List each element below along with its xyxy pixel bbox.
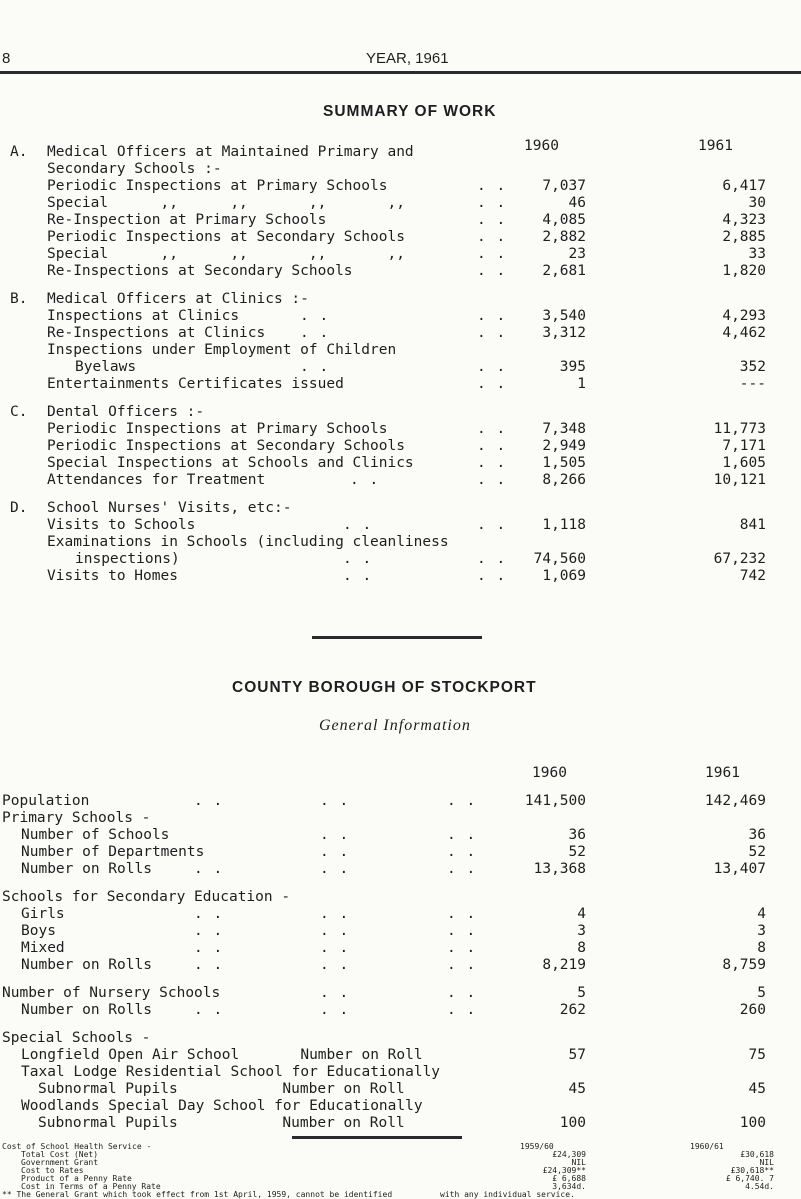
value-1960: 4 bbox=[577, 906, 586, 922]
row-label-cont: Subnormal Pupils Number on Roll bbox=[38, 1081, 405, 1097]
cost-heading: Cost of School Health Service - bbox=[2, 1142, 152, 1151]
value-1961: 142,469 bbox=[704, 793, 766, 809]
group-heading: Number of Nursery Schools bbox=[2, 985, 221, 1001]
summary-col-1960: 1960 bbox=[524, 138, 559, 154]
leader-dots: . . bbox=[194, 906, 224, 922]
leader-dots: . . bbox=[477, 263, 507, 279]
value-1961: 4,323 bbox=[722, 212, 766, 228]
value-1960: 8,266 bbox=[542, 472, 586, 488]
value-1960: 5 bbox=[577, 985, 586, 1001]
row-label: Periodic Inspections at Primary Schools bbox=[47, 178, 388, 194]
section-letter: A. bbox=[10, 144, 28, 160]
general-col-1961: 1961 bbox=[705, 765, 740, 781]
value-1960: 8 bbox=[577, 940, 586, 956]
row-label: Cost in Terms of a Penny Rate bbox=[21, 1182, 161, 1191]
value-1960: 8,219 bbox=[542, 957, 586, 973]
value-1961: 8 bbox=[757, 940, 766, 956]
leader-dots: . . bbox=[350, 472, 380, 488]
value-1960-61: £30,618** bbox=[730, 1166, 774, 1175]
value-1960: 2,681 bbox=[542, 263, 586, 279]
row-label: Government Grant bbox=[21, 1158, 99, 1167]
row-label: Boys bbox=[21, 923, 56, 939]
value-1961: 4,462 bbox=[722, 325, 766, 341]
leader-dots: . . bbox=[477, 438, 507, 454]
leader-dots: . . bbox=[343, 551, 373, 567]
leader-dots: . . bbox=[477, 568, 507, 584]
leader-dots: . . bbox=[320, 861, 350, 877]
section-heading: Dental Officers :- bbox=[47, 404, 205, 420]
general-title: COUNTY BOROUGH OF STOCKPORT bbox=[232, 679, 537, 696]
value-1960-61: £30,618 bbox=[740, 1150, 774, 1159]
value-1960-61: 4.54d. bbox=[745, 1182, 774, 1191]
value-1961: 1,605 bbox=[722, 455, 766, 471]
value-1961: 67,232 bbox=[713, 551, 766, 567]
value-1960: 74,560 bbox=[533, 551, 586, 567]
row-label: Cost to Rates bbox=[21, 1166, 84, 1175]
value-1961: 30 bbox=[748, 195, 766, 211]
group-heading: Primary Schools - bbox=[2, 810, 151, 826]
leader-dots: . . bbox=[320, 827, 350, 843]
value-1961: 36 bbox=[748, 827, 766, 843]
value-1960: 7,348 bbox=[542, 421, 586, 437]
value-1959-60: £24,309** bbox=[542, 1166, 586, 1175]
section-heading: School Nurses' Visits, etc:- bbox=[47, 500, 292, 516]
leader-dots: . . bbox=[447, 827, 477, 843]
row-label-cont: Byelaws bbox=[75, 359, 137, 375]
value-1960: 1,118 bbox=[542, 517, 586, 533]
value-1961: 4 bbox=[757, 906, 766, 922]
section-letter: B. bbox=[10, 291, 28, 307]
value-1960: 45 bbox=[568, 1081, 586, 1097]
leader-dots: . . bbox=[477, 325, 507, 341]
section-divider bbox=[312, 636, 482, 639]
value-1961: 841 bbox=[739, 517, 766, 533]
row-label: Examinations in Schools (including cleanliness bbox=[47, 534, 449, 550]
leader-dots: . . bbox=[300, 325, 330, 341]
row-label: Periodic Inspections at Secondary Schools bbox=[47, 229, 405, 245]
value-1960: 57 bbox=[568, 1047, 586, 1063]
leader-dots: . . bbox=[320, 906, 350, 922]
value-1961: 52 bbox=[748, 844, 766, 860]
section-heading: Medical Officers at Clinics :- bbox=[47, 291, 309, 307]
section-letter: C. bbox=[10, 404, 28, 420]
leader-dots: . . bbox=[194, 1002, 224, 1018]
value-1960: 2,949 bbox=[542, 438, 586, 454]
leader-dots: . . bbox=[477, 178, 507, 194]
value-1960-61: £ 6,740. 7 bbox=[725, 1174, 774, 1183]
leader-dots: . . bbox=[447, 940, 477, 956]
leader-dots: . . bbox=[477, 455, 507, 471]
value-1959-60: NIL bbox=[571, 1158, 586, 1167]
row-label: Special Inspections at Schools and Clinics bbox=[47, 455, 414, 471]
value-1960: 395 bbox=[559, 359, 586, 375]
header-rule bbox=[0, 71, 801, 74]
value-1961: 75 bbox=[748, 1047, 766, 1063]
leader-dots: . . bbox=[320, 793, 350, 809]
value-1960-61: NIL bbox=[759, 1158, 774, 1167]
row-label: Number of Schools bbox=[21, 827, 170, 843]
section-heading: Medical Officers at Maintained Primary and bbox=[47, 144, 414, 160]
leader-dots: . . bbox=[447, 985, 477, 1001]
value-1960: 4,085 bbox=[542, 212, 586, 228]
value-1960: 3,312 bbox=[542, 325, 586, 341]
leader-dots: . . bbox=[477, 229, 507, 245]
value-1959-60: £ 6,688 bbox=[552, 1174, 586, 1183]
row-label: Total Cost (Net) bbox=[21, 1150, 99, 1159]
leader-dots: . . bbox=[477, 212, 507, 228]
value-1959-60: £24,309 bbox=[552, 1150, 586, 1159]
value-1961: 10,121 bbox=[713, 472, 766, 488]
value-1960: 1,505 bbox=[542, 455, 586, 471]
leader-dots: . . bbox=[320, 844, 350, 860]
row-label: Entertainments Certificates issued bbox=[47, 376, 344, 392]
row-label: Woodlands Special Day School for Educationally bbox=[21, 1098, 423, 1114]
leader-dots: . . bbox=[320, 985, 350, 1001]
cost-table bbox=[0, 1142, 801, 1199]
leader-dots: . . bbox=[300, 308, 330, 324]
row-label: Product of a Penny Rate bbox=[21, 1174, 132, 1183]
leader-dots: . . bbox=[194, 861, 224, 877]
leader-dots: . . bbox=[194, 793, 224, 809]
leader-dots: . . bbox=[447, 844, 477, 860]
row-label: Re-Inspection at Primary Schools bbox=[47, 212, 327, 228]
value-1960: 2,882 bbox=[542, 229, 586, 245]
value-1961: 100 bbox=[739, 1115, 766, 1131]
summary-col-1961: 1961 bbox=[698, 138, 733, 154]
group-heading: Schools for Secondary Education - bbox=[2, 889, 291, 905]
leader-dots: . . bbox=[477, 517, 507, 533]
row-label: Number on Rolls bbox=[21, 957, 152, 973]
value-1960: 3 bbox=[577, 923, 586, 939]
leader-dots: . . bbox=[194, 923, 224, 939]
value-1961: 7,171 bbox=[722, 438, 766, 454]
value-1960: 1,069 bbox=[542, 568, 586, 584]
row-label: Inspections at Clinics bbox=[47, 308, 240, 324]
section-divider bbox=[292, 1136, 462, 1139]
row-label: Re-Inspections at Clinics bbox=[47, 325, 266, 341]
row-label: Periodic Inspections at Secondary Schools bbox=[47, 438, 405, 454]
row-label: Longfield Open Air School Number on Roll bbox=[21, 1047, 423, 1063]
row-label: Girls bbox=[21, 906, 65, 922]
row-label: Taxal Lodge Residential School for Educationally bbox=[21, 1064, 441, 1080]
value-1961: 45 bbox=[748, 1081, 766, 1097]
value-1961: 1,820 bbox=[722, 263, 766, 279]
leader-dots: . . bbox=[477, 308, 507, 324]
value-1960: 1 bbox=[577, 376, 586, 392]
leader-dots: . . bbox=[194, 957, 224, 973]
cost-col-1: 1959/60 bbox=[520, 1142, 554, 1151]
value-1959-60: 3,634d. bbox=[552, 1182, 586, 1191]
leader-dots: . . bbox=[320, 957, 350, 973]
leader-dots: . . bbox=[477, 246, 507, 262]
value-1961: 6,417 bbox=[722, 178, 766, 194]
leader-dots: . . bbox=[343, 517, 373, 533]
row-label: Special ,, ,, ,, ,, bbox=[47, 195, 405, 211]
leader-dots: . . bbox=[447, 906, 477, 922]
leader-dots: . . bbox=[194, 940, 224, 956]
value-1961: 2,885 bbox=[722, 229, 766, 245]
general-col-1960: 1960 bbox=[532, 765, 567, 781]
row-label: Number on Rolls bbox=[21, 861, 152, 877]
summary-title: SUMMARY OF WORK bbox=[323, 103, 497, 120]
value-1961: 4,293 bbox=[722, 308, 766, 324]
row-label: Visits to Schools bbox=[47, 517, 196, 533]
value-1960: 3,540 bbox=[542, 308, 586, 324]
leader-dots: . . bbox=[477, 359, 507, 375]
row-label: Periodic Inspections at Primary Schools bbox=[47, 421, 388, 437]
value-1960: 262 bbox=[559, 1002, 586, 1018]
row-label: Re-Inspections at Secondary Schools bbox=[47, 263, 353, 279]
leader-dots: . . bbox=[477, 551, 507, 567]
row-label: Visits to Homes bbox=[47, 568, 178, 584]
value-1960: 13,368 bbox=[533, 861, 586, 877]
row-label: Number of Departments bbox=[21, 844, 205, 860]
value-1961: 5 bbox=[757, 985, 766, 1001]
value-1961: 352 bbox=[739, 359, 766, 375]
section-letter: D. bbox=[10, 500, 28, 516]
value-1960: 100 bbox=[559, 1115, 586, 1131]
value-1960: 7,037 bbox=[542, 178, 586, 194]
footnote: ** The General Grant which took effect from 1st April, 1959, cannot be identified bbox=[2, 1190, 393, 1199]
leader-dots: . . bbox=[320, 1002, 350, 1018]
leader-dots: . . bbox=[447, 1002, 477, 1018]
leader-dots: . . bbox=[320, 923, 350, 939]
value-1961: 3 bbox=[757, 923, 766, 939]
value-1960: 141,500 bbox=[524, 793, 586, 809]
leader-dots: . . bbox=[343, 568, 373, 584]
running-header: YEAR, 1961 bbox=[366, 50, 449, 67]
value-1960: 36 bbox=[568, 827, 586, 843]
value-1960: 23 bbox=[568, 246, 586, 262]
leader-dots: . . bbox=[447, 957, 477, 973]
leader-dots: . . bbox=[477, 472, 507, 488]
leader-dots: . . bbox=[447, 793, 477, 809]
leader-dots: . . bbox=[477, 421, 507, 437]
value-1961: 260 bbox=[739, 1002, 766, 1018]
value-1960: 52 bbox=[568, 844, 586, 860]
value-1961: 742 bbox=[739, 568, 766, 584]
value-1960: 46 bbox=[568, 195, 586, 211]
leader-dots: . . bbox=[447, 861, 477, 877]
value-1961: 8,759 bbox=[722, 957, 766, 973]
row-label: Inspections under Employment of Children bbox=[47, 342, 397, 358]
value-1961: 33 bbox=[748, 246, 766, 262]
row-label: Mixed bbox=[21, 940, 65, 956]
page-number: 8 bbox=[2, 50, 11, 67]
row-label: Population bbox=[2, 793, 90, 809]
row-label-cont: Subnormal Pupils Number on Roll bbox=[38, 1115, 405, 1131]
row-label: Attendances for Treatment bbox=[47, 472, 266, 488]
section-heading: Secondary Schools :- bbox=[47, 161, 222, 177]
leader-dots: . . bbox=[320, 940, 350, 956]
row-label: Special ,, ,, ,, ,, bbox=[47, 246, 405, 262]
general-subtitle: General Information bbox=[319, 717, 471, 734]
group-heading: Special Schools - bbox=[2, 1030, 151, 1046]
footnote-cont: with any individual service. bbox=[440, 1190, 575, 1199]
leader-dots: . . bbox=[477, 195, 507, 211]
row-label: Number on Rolls bbox=[21, 1002, 152, 1018]
value-1961: 11,773 bbox=[713, 421, 766, 437]
value-1961: 13,407 bbox=[713, 861, 766, 877]
leader-dots: . . bbox=[447, 923, 477, 939]
leader-dots: . . bbox=[300, 359, 330, 375]
cost-col-2: 1960/61 bbox=[690, 1142, 724, 1151]
value-1961: --- bbox=[739, 376, 766, 392]
row-label-cont: inspections) bbox=[75, 551, 180, 567]
leader-dots: . . bbox=[477, 376, 507, 392]
